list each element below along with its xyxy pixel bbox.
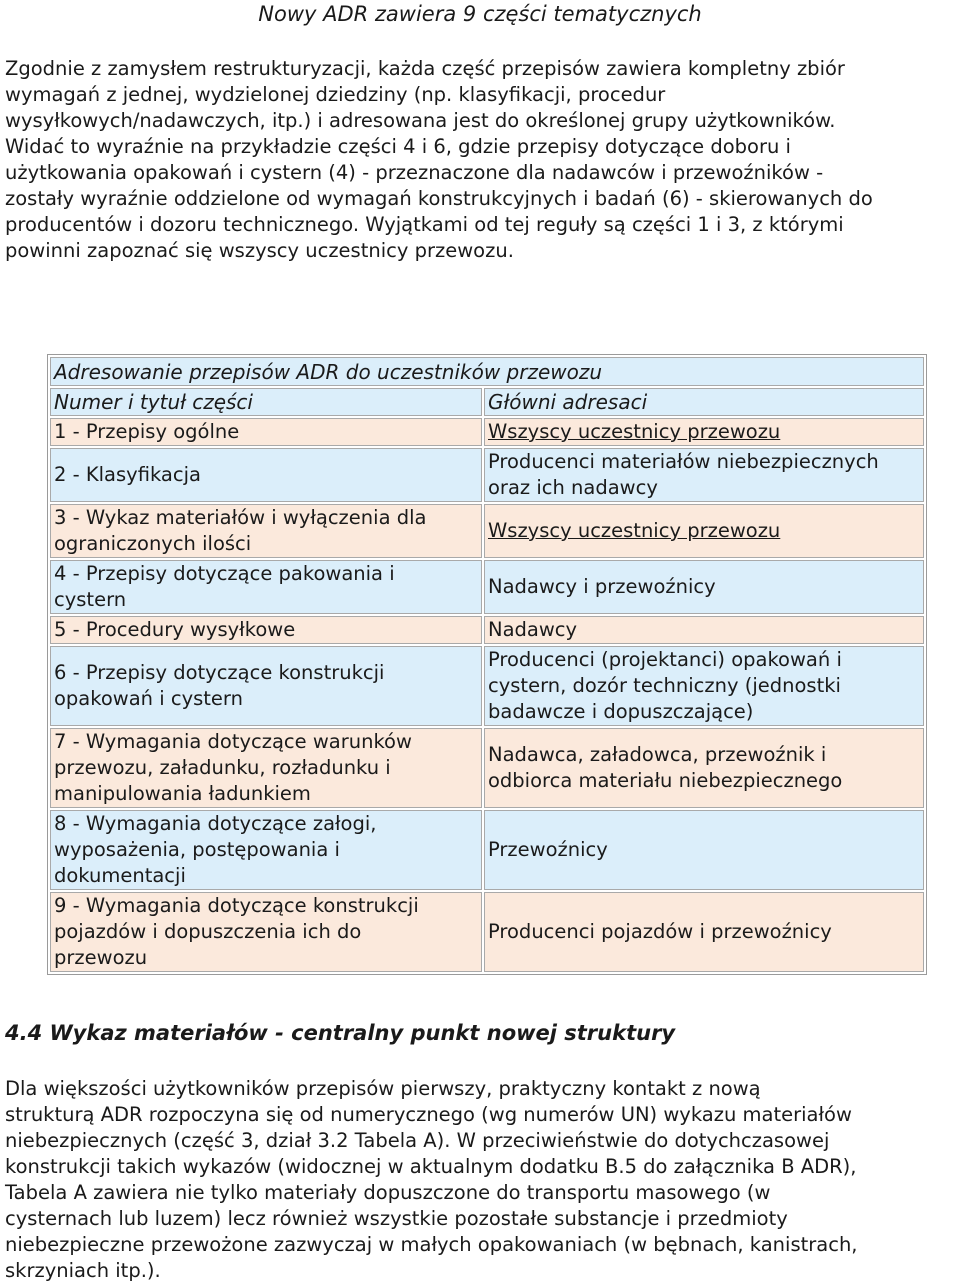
addressees-cell: Producenci pojazdów i przewoźnicy	[484, 892, 924, 972]
part-cell: 8 - Wymagania dotyczące załogi, wyposażenia, postępowania i dokumentacji	[50, 810, 482, 890]
addressees-cell: Nadawcy	[484, 616, 924, 644]
part-cell: 6 - Przepisy dotyczące konstrukcji opakowań i cystern	[50, 646, 482, 726]
addressees-link[interactable]: Wszyscy uczestnicy przewozu	[488, 420, 781, 443]
part-cell: 1 - Przepisy ogólne	[50, 418, 482, 446]
addressees-link[interactable]: Wszyscy uczestnicy przewozu	[488, 519, 781, 542]
adr-addressees-table	[47, 354, 927, 975]
table-row	[50, 646, 924, 726]
addressees-cell	[484, 418, 924, 446]
part-cell: 5 - Procedury wysyłkowe	[50, 616, 482, 644]
addressees-cell: Nadawcy i przewoźnicy	[484, 560, 924, 614]
part-cell: 9 - Wymagania dotyczące konstrukcji pojazdów i dopuszczenia ich do przewozu	[50, 892, 482, 972]
table-row	[50, 560, 924, 614]
part-cell: 7 - Wymagania dotyczące warunków przewozu, załadunku, rozładunku i manipulowania ładunkiem	[50, 728, 482, 808]
table-row	[50, 616, 924, 644]
part-cell: 2 - Klasyfikacja	[50, 448, 482, 502]
column-header-part: Numer i tytuł części	[50, 388, 482, 416]
table-row	[50, 448, 924, 502]
column-header-addressees: Główni adresaci	[484, 388, 924, 416]
body-paragraph: Dla większości użytkowników przepisów pierwszy, praktyczny kontakt z nową strukturą ADR rozpoczyna się od numerycznego (wg numerów UN) wykazu materiałów niebezpiecznych (część 3, dział 3.2 Tabela A). W przeciwieństwie do dotychczasowej konstrukcji takich wykazów (widocznej w aktualnym dodatku B.5 do załącznika B ADR), Tabela A zawiera nie tylko materiały dopuszczone do transportu masowego (w cysternach lub luzem) lecz również wszystkie pozostałe substancje i przedmioty niebezpieczne przewożone zazwyczaj w małych opakowaniach (w bębnach, kanistrach, skrzyniach itp.).	[5, 1077, 858, 1282]
table-row	[50, 728, 924, 808]
table-row	[50, 418, 924, 446]
adr-addressees-table-container	[47, 354, 927, 975]
intro-paragraph: Zgodnie z zamysłem restrukturyzacji, każda część przepisów zawiera kompletny zbiór wymagań z jednej, wydzielonej dziedziny (np. klasyfikacji, procedur wysyłkowych/nadawczych, itp.) i adresowana jest do określonej grupy użytkowników. Widać to wyraźnie na przykładzie części 4 i 6, gdzie przepisy dotyczące doboru i użytkowania opakowań i cystern (4) - przeznaczone dla nadawców i przewoźników - zostały wyraźnie oddzielone od wymagań konstrukcyjnych i badań (6) - skierowanych do producentów i dozoru technicznego. Wyjątkami od tej reguły są części 1 i 3, z którymi powinni zapoznać się wszyscy uczestnicy przewozu.	[5, 57, 873, 262]
section-heading: 4.4 Wykaz materiałów - centralny punkt nowej struktury	[5, 1021, 676, 1045]
table-row	[50, 892, 924, 972]
table-row	[50, 810, 924, 890]
addressees-cell: Producenci materiałów niebezpiecznych oraz ich nadawcy	[484, 448, 924, 502]
table-caption: Adresowanie przepisów ADR do uczestników przewozu	[50, 357, 924, 386]
addressees-cell: Przewoźnicy	[484, 810, 924, 890]
part-cell: 3 - Wykaz materiałów i wyłączenia dla ograniczonych ilości	[50, 504, 482, 558]
page-title: Nowy ADR zawiera 9 części tematycznych	[258, 2, 702, 26]
addressees-cell: Nadawca, załadowca, przewoźnik i odbiorca materiału niebezpiecznego	[484, 728, 924, 808]
addressees-cell: Producenci (projektanci) opakowań i cystern, dozór techniczny (jednostki badawcze i dopuszczające)	[484, 646, 924, 726]
part-cell: 4 - Przepisy dotyczące pakowania i cystern	[50, 560, 482, 614]
table-row	[50, 504, 924, 558]
addressees-cell	[484, 504, 924, 558]
